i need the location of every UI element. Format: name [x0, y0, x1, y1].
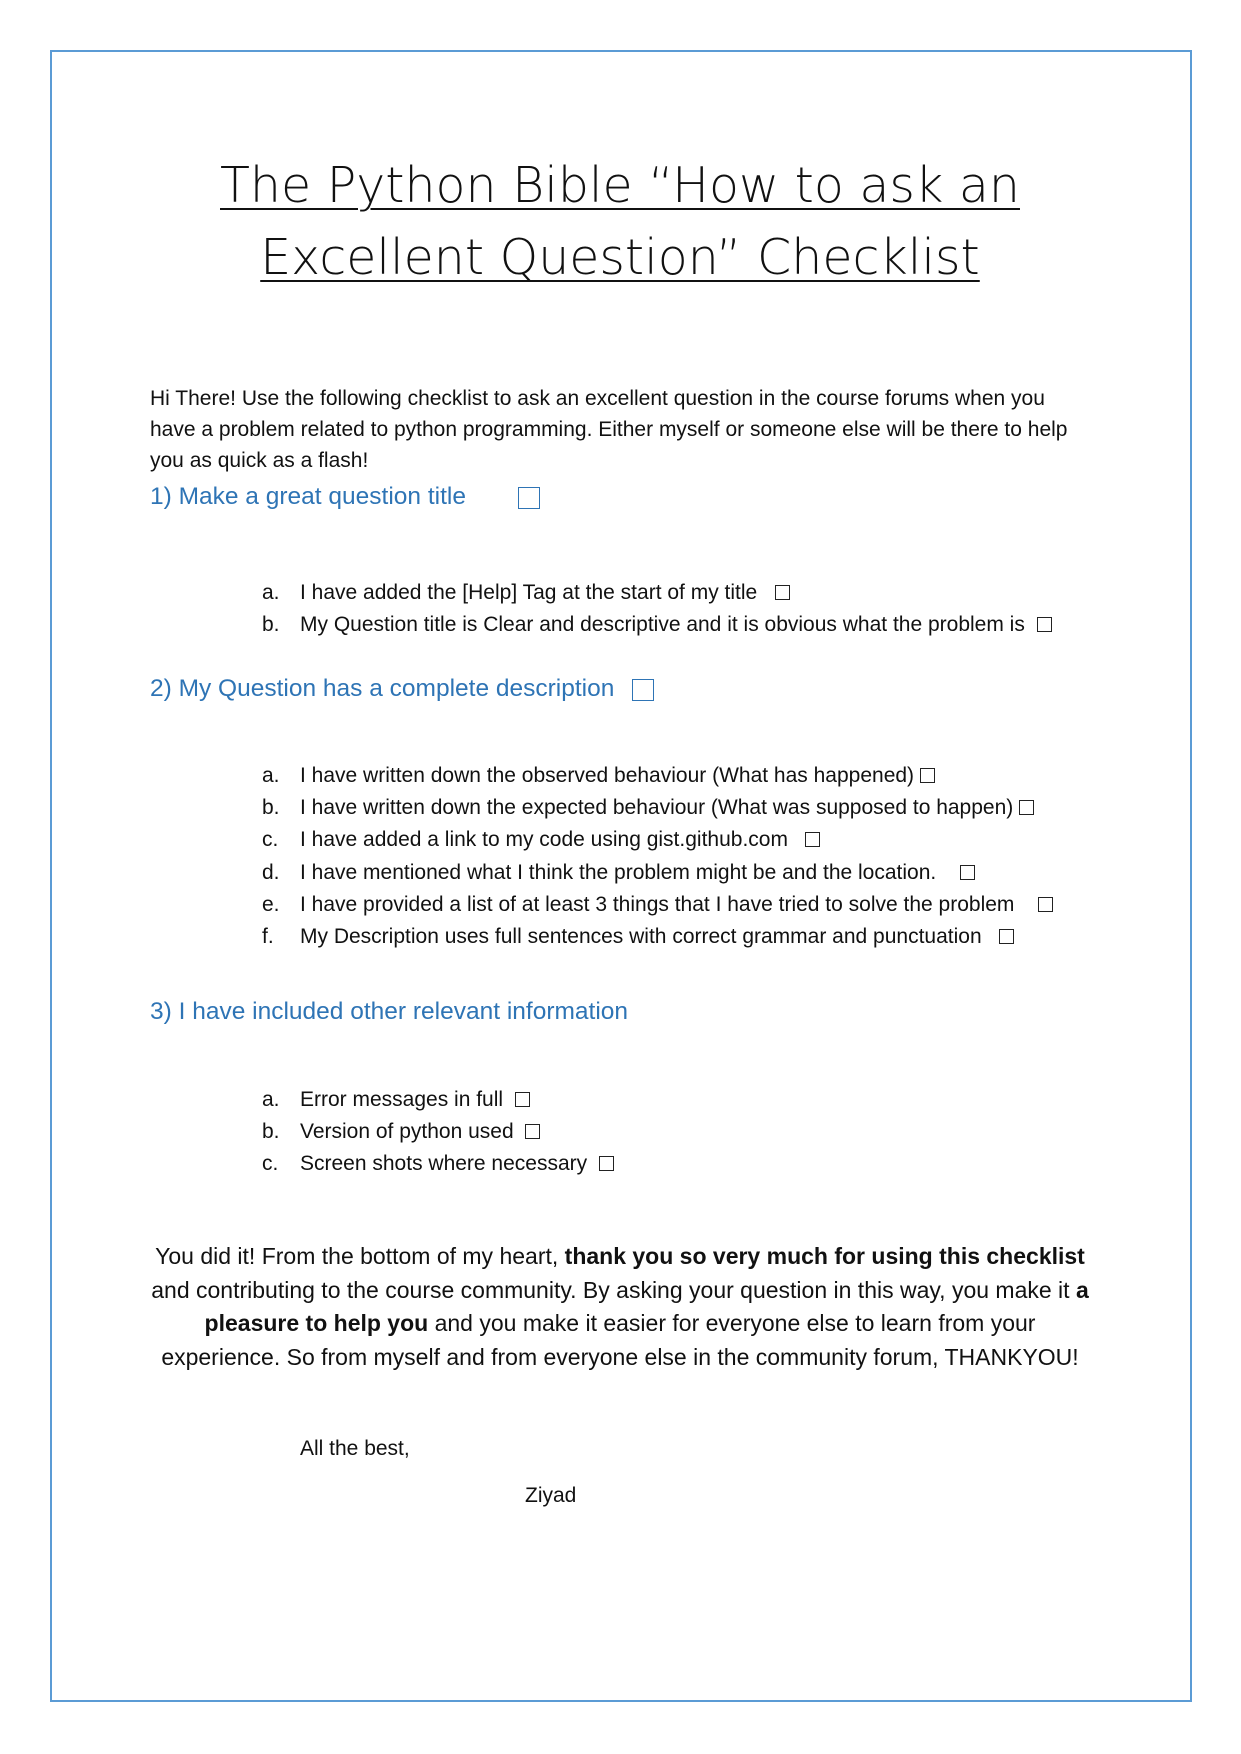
item-marker: a.	[262, 1088, 280, 1111]
section-3-list	[262, 1084, 614, 1181]
item-text: I have mentioned what I think the problem might be and the location.	[300, 860, 937, 884]
item-marker: b.	[262, 613, 280, 637]
item-text: I have provided a list of at least 3 things that I have tried to solve the problem	[300, 892, 1015, 916]
item-checkbox[interactable]	[805, 832, 820, 847]
item-checkbox[interactable]	[1038, 897, 1053, 912]
closing-bold-1: thank you so very much for using this checklist	[564, 1243, 1085, 1269]
item-marker: b.	[262, 796, 280, 820]
list-item	[262, 824, 1053, 856]
item-text: Version of python used	[300, 1120, 514, 1144]
item-checkbox[interactable]	[1037, 617, 1052, 632]
item-checkbox[interactable]	[960, 865, 975, 880]
item-marker: b.	[262, 1120, 280, 1144]
item-checkbox[interactable]	[599, 1156, 614, 1171]
section-2-heading-text: 2) My Question has a complete description	[150, 675, 615, 702]
list-item	[262, 609, 1052, 641]
section-3-heading	[150, 998, 628, 1026]
item-marker: e.	[262, 892, 280, 916]
item-text: I have added a link to my code using gist.github.com	[300, 828, 788, 852]
item-text: My Question title is Clear and descriptive and it is obvious what the problem is	[300, 613, 1025, 637]
item-text: I have written down the observed behaviour (What has happened)	[300, 764, 915, 787]
section-1-checkbox[interactable]	[518, 487, 540, 509]
closing-bold-2: a pleasure to help you	[204, 1276, 1089, 1336]
closing-text-2: and contributing to the course community. By asking your question in this way, you make it	[151, 1276, 1076, 1303]
list-item	[262, 1148, 614, 1180]
document-title	[150, 150, 1090, 294]
item-checkbox[interactable]	[1019, 800, 1034, 815]
item-marker: a.	[262, 764, 280, 787]
section-3-heading-text: 3) I have included other relevant information	[150, 998, 629, 1025]
item-marker: f.	[262, 924, 274, 948]
list-item	[262, 1084, 614, 1116]
item-marker: a.	[262, 581, 280, 604]
item-marker: d.	[262, 860, 280, 884]
closing-text-3: and you make it easier for everyone else to learn from your experience. So from myself and from everyone else in the community forum, THANKYOU!	[161, 1310, 1079, 1370]
item-marker: c.	[262, 1152, 279, 1176]
section-2-heading	[150, 675, 654, 703]
item-text: Error messages in full	[300, 1088, 504, 1111]
list-item	[262, 857, 1053, 889]
item-checkbox[interactable]	[999, 929, 1014, 944]
item-text: Screen shots where necessary	[300, 1152, 588, 1176]
item-marker: c.	[262, 828, 279, 852]
item-checkbox[interactable]	[515, 1092, 530, 1107]
signature: Ziyad	[525, 1484, 577, 1507]
section-2-list	[262, 760, 1053, 953]
closing-paragraph	[150, 1240, 1090, 1374]
item-text: I have written down the expected behaviour (What was supposed to happen)	[300, 796, 1014, 820]
title-line-1: The Python Bible “How to ask an	[220, 157, 1020, 214]
item-text: I have added the [Help] Tag at the start of my title	[300, 581, 758, 604]
closing-text-1: You did it! From the bottom of my heart,	[155, 1243, 565, 1269]
section-1-list	[262, 577, 1052, 641]
section-2-checkbox[interactable]	[632, 679, 654, 701]
title-line-2: Excellent Question” Checklist	[260, 229, 980, 286]
section-1-heading-text: 1) Make a great question title	[150, 483, 466, 510]
item-text: My Description uses full sentences with correct grammar and punctuation	[300, 924, 982, 948]
list-item	[262, 1116, 614, 1148]
item-checkbox[interactable]	[775, 585, 790, 600]
list-item	[262, 792, 1053, 824]
list-item	[262, 889, 1053, 921]
list-item	[262, 577, 1052, 609]
section-1-heading	[150, 483, 540, 511]
item-checkbox[interactable]	[525, 1124, 540, 1139]
signoff: All the best,	[300, 1437, 410, 1460]
item-checkbox[interactable]	[920, 768, 935, 783]
list-item	[262, 760, 1053, 792]
intro-paragraph: Hi There! Use the following checklist to ask an excellent question in the course forums when you have a problem related to python programming. Either myself or someone else will be there to help you as quick as a flash!	[150, 387, 1068, 472]
list-item	[262, 921, 1053, 953]
